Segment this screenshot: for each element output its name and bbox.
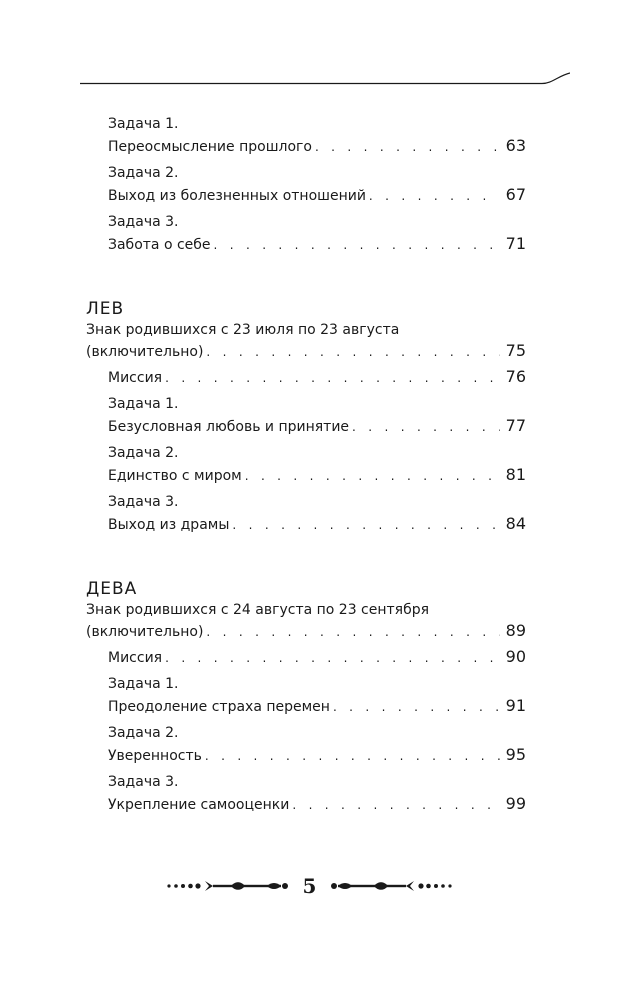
toc-entry-page: 77 bbox=[505, 416, 526, 435]
toc-entry-title: Миссия bbox=[108, 650, 163, 666]
dot-leader bbox=[245, 466, 500, 487]
header-rule bbox=[80, 72, 570, 86]
toc-entry-label: Задача 2. bbox=[108, 445, 179, 461]
dot-leader bbox=[292, 795, 500, 816]
toc-entry-title: Преодоление страха перемен bbox=[108, 699, 330, 715]
section-heading-virgo[interactable]: ДЕВА bbox=[86, 579, 138, 599]
toc-entry-label: Задача 1. bbox=[108, 116, 179, 132]
section-subtitle-line: Знак родившихся с 23 июля по 23 августа bbox=[86, 322, 400, 338]
section-subtitle-leo[interactable] bbox=[86, 320, 526, 363]
toc-entry-title: Уверенность bbox=[108, 748, 202, 764]
toc-entry-page: 75 bbox=[505, 341, 526, 360]
dot-leader bbox=[205, 746, 500, 767]
toc-entry-page: 81 bbox=[505, 465, 526, 484]
toc-entry-title: Укрепление самооценки bbox=[108, 797, 290, 813]
toc-entry-page: 90 bbox=[505, 647, 526, 666]
toc-entry-mission[interactable] bbox=[108, 366, 526, 389]
toc-entry-task-3[interactable] bbox=[108, 212, 526, 256]
dot-leader bbox=[232, 515, 500, 536]
left-ornament-icon bbox=[165, 878, 289, 894]
section-subtitle-line: (включительно) bbox=[86, 624, 204, 640]
dot-leader bbox=[165, 368, 500, 389]
toc-entry-page: 91 bbox=[505, 696, 526, 715]
toc-entry-task-1[interactable] bbox=[108, 674, 526, 718]
toc-entry-page: 99 bbox=[505, 794, 526, 813]
toc-entry-label: Задача 2. bbox=[108, 725, 179, 741]
right-ornament-icon bbox=[330, 878, 454, 894]
toc-entry-page: 67 bbox=[505, 185, 526, 204]
toc-entry-task-2[interactable] bbox=[108, 723, 526, 767]
toc-entry-label: Задача 1. bbox=[108, 396, 179, 412]
toc-entry-title: Выход из драмы bbox=[108, 517, 230, 533]
toc-entry-title: Забота о себе bbox=[108, 237, 211, 253]
toc-entry-label: Задача 2. bbox=[108, 165, 179, 181]
toc-entry-page: 71 bbox=[505, 234, 526, 253]
toc-entry-title: Выход из болезненных отношений bbox=[108, 188, 366, 204]
toc-entry-page: 95 bbox=[505, 745, 526, 764]
toc-entry-label: Задача 3. bbox=[108, 214, 179, 230]
dot-leader bbox=[206, 342, 500, 363]
toc-entry-page: 76 bbox=[505, 367, 526, 386]
section-subtitle-line: Знак родившихся с 24 августа по 23 сентября bbox=[86, 602, 430, 618]
table-of-contents bbox=[86, 114, 526, 816]
toc-entry-mission[interactable] bbox=[108, 646, 526, 669]
page-footer bbox=[0, 874, 619, 898]
toc-entry-label: Задача 3. bbox=[108, 774, 179, 790]
dot-leader bbox=[315, 137, 500, 158]
section-subtitle-virgo[interactable] bbox=[86, 600, 526, 643]
toc-entry-task-2[interactable] bbox=[108, 163, 526, 207]
dot-leader bbox=[206, 622, 500, 643]
toc-entry-page: 63 bbox=[505, 136, 526, 155]
toc-entry-task-3[interactable] bbox=[108, 772, 526, 816]
toc-entry-title: Миссия bbox=[108, 370, 163, 386]
dot-leader bbox=[165, 648, 500, 669]
toc-entry-title: Безусловная любовь и принятие bbox=[108, 419, 350, 435]
section-subtitle-line: (включительно) bbox=[86, 344, 204, 360]
page-number: 5 bbox=[302, 874, 317, 898]
toc-entry-task-1[interactable] bbox=[108, 114, 526, 158]
toc-entry-title: Единство с миром bbox=[108, 468, 242, 484]
dot-leader bbox=[333, 697, 500, 718]
toc-entry-label: Задача 1. bbox=[108, 676, 179, 692]
toc-entry-page: 89 bbox=[505, 621, 526, 640]
toc-entry-task-2[interactable] bbox=[108, 443, 526, 487]
toc-entry-title: Переосмысление прошлого bbox=[108, 139, 312, 155]
toc-entry-task-3[interactable] bbox=[108, 492, 526, 536]
toc-entry-task-1[interactable] bbox=[108, 394, 526, 438]
section-heading-leo[interactable]: ЛЕВ bbox=[86, 299, 125, 319]
dot-leader bbox=[214, 235, 500, 256]
dot-leader bbox=[352, 417, 500, 438]
toc-entry-label: Задача 3. bbox=[108, 494, 179, 510]
dot-leader bbox=[369, 186, 500, 207]
toc-entry-page: 84 bbox=[505, 514, 526, 533]
